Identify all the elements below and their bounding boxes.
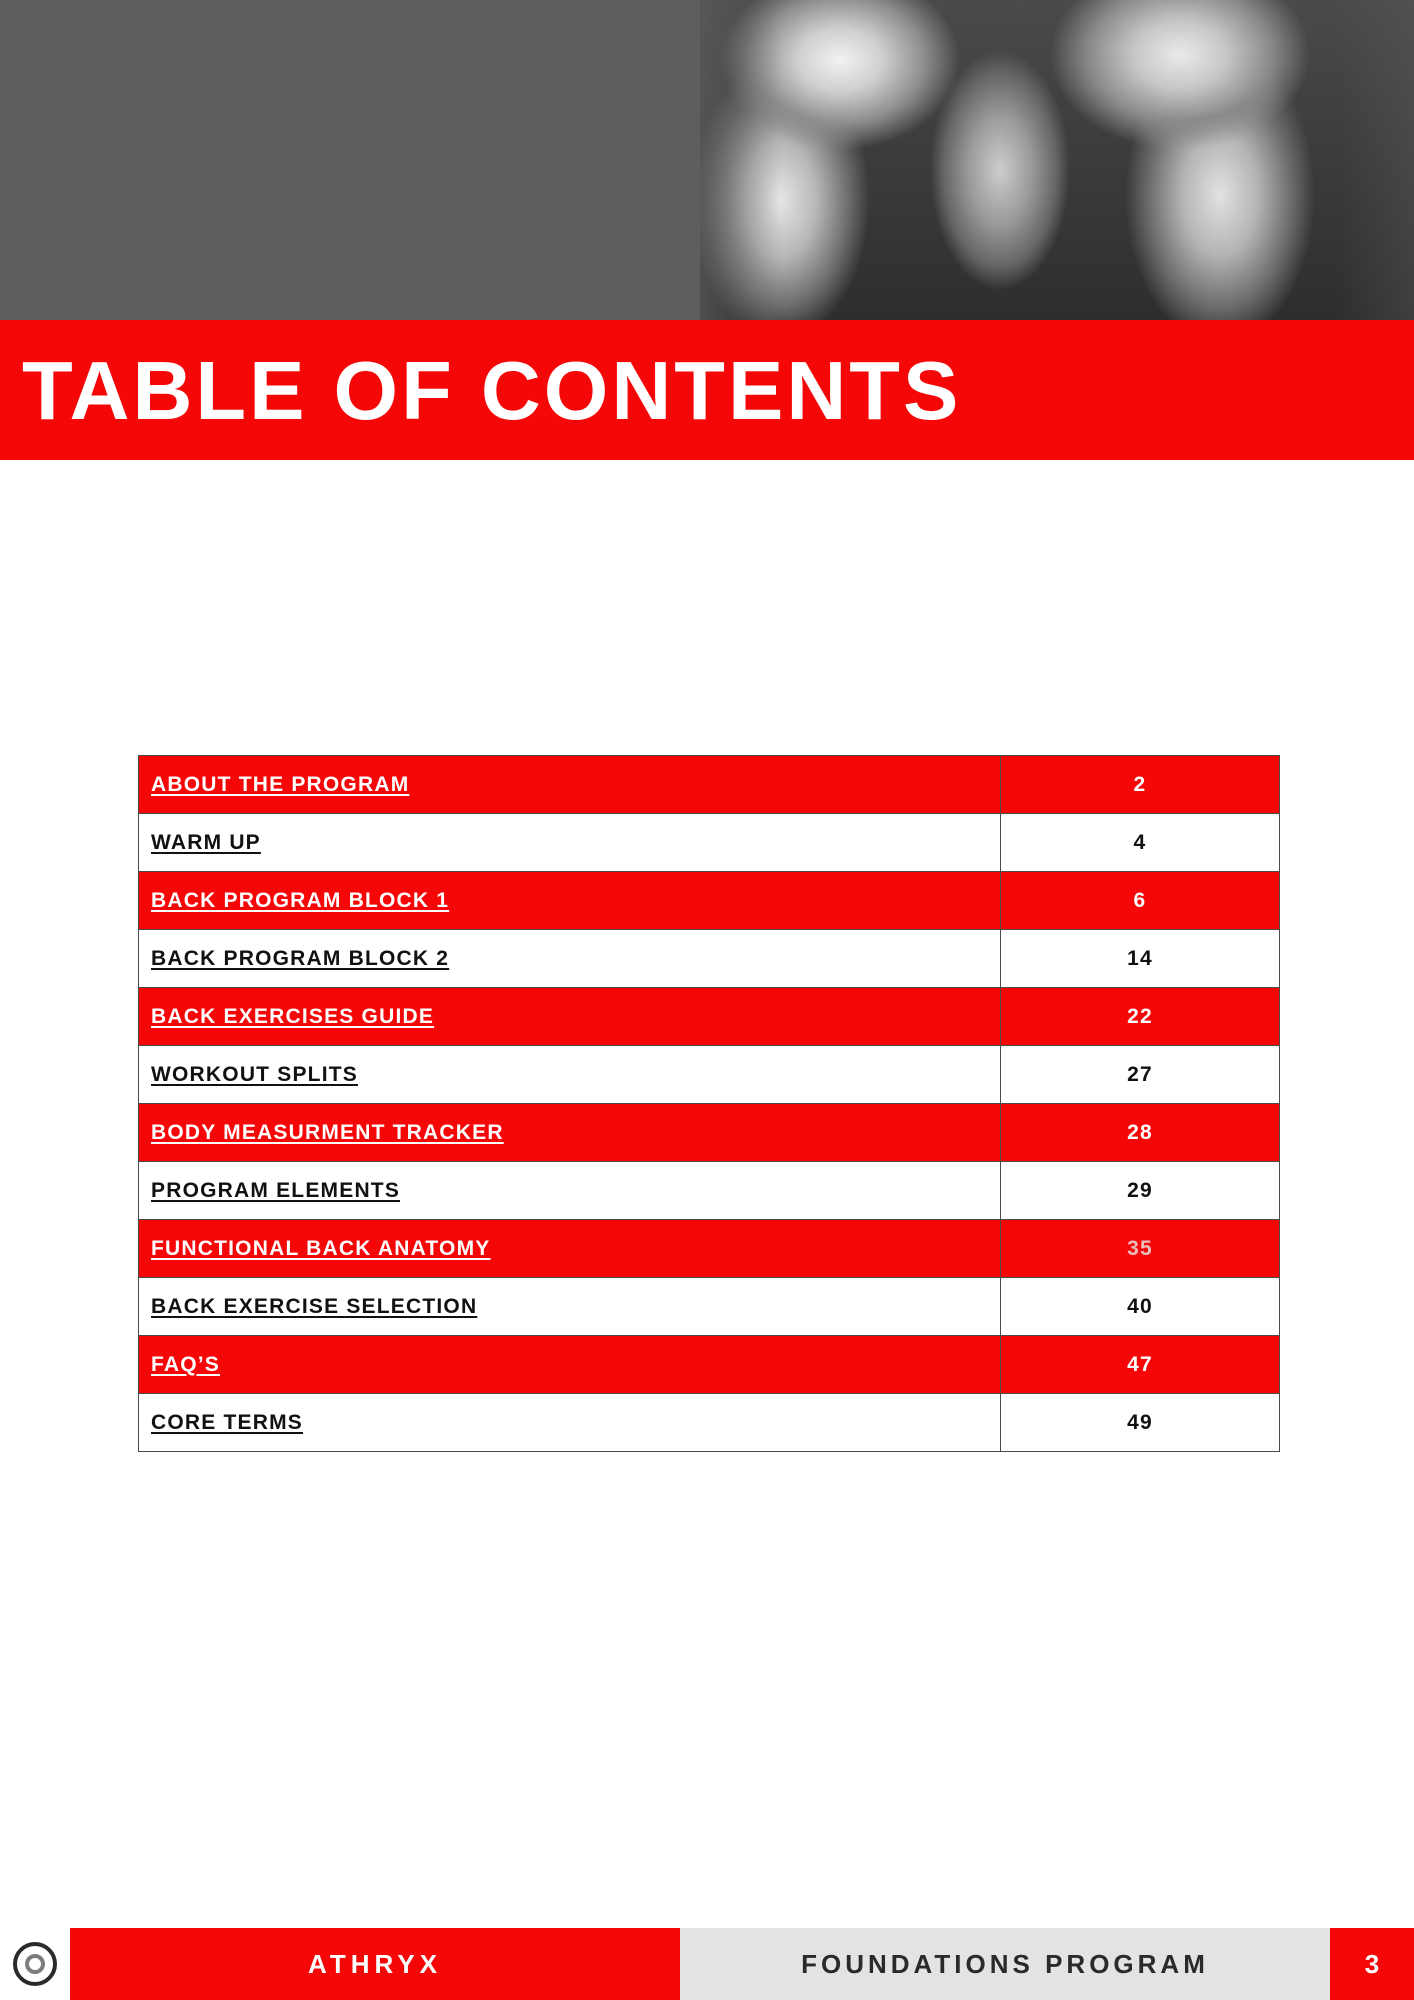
toc-entry-page: 49 (1001, 1394, 1280, 1452)
toc-entry-label[interactable]: WORKOUT SPLITS (139, 1046, 1001, 1104)
table-row[interactable] (139, 756, 1280, 814)
toc-table (138, 755, 1280, 1452)
footer-logo-zone (0, 1928, 70, 2000)
table-row[interactable] (139, 1104, 1280, 1162)
toc-entry-label[interactable]: FAQ’S (139, 1336, 1001, 1394)
toc-entry-page: 2 (1001, 756, 1280, 814)
toc-entry-label[interactable]: CORE TERMS (139, 1394, 1001, 1452)
footer-page-number: 3 (1330, 1928, 1414, 2000)
toc-entry-label[interactable]: BACK EXERCISE SELECTION (139, 1278, 1001, 1336)
toc-entry-label[interactable]: BACK PROGRAM BLOCK 2 (139, 930, 1001, 988)
table-row[interactable] (139, 1336, 1280, 1394)
table-row[interactable] (139, 1162, 1280, 1220)
toc-entry-page: 47 (1001, 1336, 1280, 1394)
toc-entry-page: 6 (1001, 872, 1280, 930)
toc-entry-page: 29 (1001, 1162, 1280, 1220)
toc-entry-page: 22 (1001, 988, 1280, 1046)
table-row[interactable] (139, 1278, 1280, 1336)
toc-entry-label[interactable]: WARM UP (139, 814, 1001, 872)
table-row[interactable] (139, 872, 1280, 930)
toc-entry-page: 4 (1001, 814, 1280, 872)
toc-entry-label[interactable]: BACK EXERCISES GUIDE (139, 988, 1001, 1046)
toc-entry-page: 28 (1001, 1104, 1280, 1162)
footer-brand: ATHRYX (70, 1928, 680, 2000)
page-footer (0, 1928, 1414, 2000)
table-row[interactable] (139, 988, 1280, 1046)
toc-entry-page: 14 (1001, 930, 1280, 988)
footer-program-name: FOUNDATIONS PROGRAM (680, 1928, 1330, 2000)
table-of-contents (138, 755, 1264, 1452)
toc-entry-label[interactable]: BODY MEASURMENT TRACKER (139, 1104, 1001, 1162)
table-row[interactable] (139, 1046, 1280, 1104)
table-row[interactable] (139, 1220, 1280, 1278)
toc-entry-page: 27 (1001, 1046, 1280, 1104)
brand-circle-icon (13, 1942, 57, 1986)
toc-entry-label[interactable]: ABOUT THE PROGRAM (139, 756, 1001, 814)
toc-entry-label[interactable]: PROGRAM ELEMENTS (139, 1162, 1001, 1220)
toc-entry-page: 35 (1001, 1220, 1280, 1278)
toc-entry-label[interactable]: FUNCTIONAL BACK ANATOMY (139, 1220, 1001, 1278)
table-row[interactable] (139, 930, 1280, 988)
table-row[interactable] (139, 1394, 1280, 1452)
hero-gray-panel (0, 0, 700, 320)
toc-entry-label[interactable]: BACK PROGRAM BLOCK 1 (139, 872, 1001, 930)
table-row[interactable] (139, 814, 1280, 872)
page-title-bar (0, 320, 1414, 460)
toc-entry-page: 40 (1001, 1278, 1280, 1336)
bodybuilder-back-photo (660, 0, 1414, 320)
hero-banner (0, 0, 1414, 320)
page-title: TABLE OF CONTENTS (22, 343, 962, 437)
